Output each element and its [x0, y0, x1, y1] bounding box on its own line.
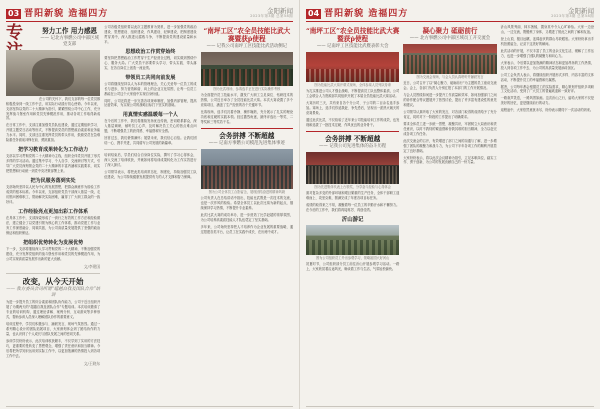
- article-2-byline: 文/王晓东: [83, 360, 101, 366]
- right-c1-headline-1: “南坪工区”农全员技能比武大赛暨获ṗ使程: [306, 27, 400, 44]
- right-c2-photo-1: [403, 44, 496, 74]
- right-c2-body-5: 此次交流会的召开，有效增进了部门之间的沟通与了解，进一步增强了团队的凝聚力和战斗力，为公司下半年各项工作的顺利开展奠定了良好基础。: [403, 138, 497, 153]
- right-c1-body-4: 面对复杂多变的外部环境和艰巨繁重的生产任务，全体干部职工迎难而上、攻坚克难，圆满完成了年度各项目标任务。: [306, 191, 400, 201]
- right-c3-body-4: 大家表示，今后要以更加饱满的精神状态和更加昂扬的工作热情，投入到各项工作中去，为公司的高质量发展添砖加瓦。: [500, 60, 594, 70]
- left-column-3: [201, 25, 293, 407]
- divider-2: [104, 149, 196, 150]
- masthead-issue-left: 2023年第3期 总第58期: [250, 14, 293, 19]
- divider-3: [201, 128, 293, 129]
- article-1-body-2: 在日常工作中，支部注重加强党员队伍建设，通过定期组织学习、开展主题党日活动等形式，不断提高党员的思想政治素质和业务能力水平。同时，支部还注重发挥党员的带头作用，鼓励党员在急难险重任务面前冲锋在前、勇挑重担。: [6, 123, 101, 143]
- article-1-byline: 文/李建国: [83, 263, 101, 269]
- article-1-photo: [6, 50, 100, 96]
- left-c3-photo-2: [201, 149, 293, 189]
- article-2-body-2: 培训过程中，学员们积极参与、踊跃发言，现场气氛热烈。通过一系列精心设计的团队拓展项目，大家深刻体会到了团结协作的力量，也认识到了个人成长与团队发展之间的密切关系。: [6, 322, 101, 337]
- left-c2-body-2: 要坚持把思想政治工作贯穿于生产经营全过程，切实做到围绕中心、服务大局。广大党员干部要带头学习、带头实践、带头落实，在各自岗位上创造一流业绩。: [104, 55, 197, 70]
- masthead-title-left: 晋阳新貌 造福四方: [24, 9, 109, 19]
- left-c3-body-3: 公司负责人在总结讲话中指出，技能比武既是一次技术的交流，也是一次作风的检验。希望全体员工以此次比赛为新的起点，继续保持学习热情，不断提升专业素养。: [200, 196, 294, 211]
- left-c3-body-4: 此次比武大赛的成功举办，进一步营造了比学赶超的浓厚氛围，为公司培养高素质技能人才队伍奠定了坚实基础。: [200, 213, 294, 222]
- right-c1-section-title: 沂山游记: [341, 216, 364, 223]
- article-1-subheading-4: 把组织优势转化为发展优势: [23, 239, 84, 246]
- right-c3-body-3: 此次活动的开展，不仅丰富了员工的业余文化生活，缓解了工作压力，也进一步增强了团队的凝聚力和向心力。: [500, 48, 594, 58]
- page-right: [300, 0, 600, 409]
- left-c2-body-4: 同时，公司还将进一步完善各项规章制度，加强内部管理，提高运营效率，为实现公司的战略目标打下坚实的基础。: [104, 98, 197, 108]
- left-c3-subhead-2: —— 记南方事燃公司模范先进集体事迹: [208, 141, 285, 147]
- left-c2-body-1: 公司各级党组织要以此次主题教育为契机，进一步加强党的政治建设、思想建设、组织建设、作风建设、纪律建设，把制度建设贯穿其中，深入推进反腐败斗争，不断提高党的建设质量和水平。: [104, 25, 197, 44]
- page-number-left: 03: [8, 9, 20, 18]
- right-c2-body-3: 公司领导认真听取了大家的发言，对各部门取得的成绩给予了充分肯定，同时对下一阶段的工作提出了明确要求。: [403, 109, 497, 119]
- article-1-body-5: 在具体工作中，支部探索形成了一套行之有效的工作方法和经验做法，建立健全了以党建引领为核心的工作体系，推动党建工作与业务工作深度融合、同频共振，为公司高质量发展提供了坚强的政治保证和组织保证。: [6, 215, 101, 235]
- right-c1-body-5: 成绩的取得来之不易，凝聚着每一位员工的辛勤汗水和不懈努力。在今后的工作中，我们将再接再厉、再创佳绩。: [306, 203, 400, 212]
- article-2-headline: 改变，从今天开始: [22, 276, 84, 286]
- right-c1-caption-3: 图为公司组织员工外出参观学习，领略祖国大好河山: [316, 255, 390, 260]
- right-c2-body-1: 近日，公司召开了以“凝心聚力、砥砺前行”为主题的员工座谈交流会。会上，各部门负责人分别汇报了本部门的工作开展情况。: [403, 81, 497, 91]
- right-c1-headline-2: 会务拼搏 不断超越: [325, 135, 381, 144]
- masthead-paper-name-right: 金阳新闻: [568, 7, 594, 16]
- right-c2-body-6: 大家纷纷表示，将以此次会议精神为指引，立足本职岗位，踏实工作、勇于创新，为公司的发展贡献自己的一份力量。: [403, 155, 497, 165]
- masthead-right-left: [250, 8, 293, 19]
- masthead-right-right: [551, 8, 594, 19]
- right-c3-body-6: 据悉，公司每年都会根据员工的实际需求，精心策划并组织多项职工文化活动，受到了广大员工的普遍欢迎和一致好评。: [500, 84, 594, 94]
- article-1-subheading-3: 工作经验亮点更加出彩工作体系: [18, 208, 89, 215]
- left-c2-body-5: 在今后的工作中，我们将继续发扬优良传统，密切联系群众，深入基层调研，倾听员工心声，及时解决员工关心的热点难点问题，不断增强员工的获得感、幸福感和安全感。: [104, 119, 197, 134]
- footer-rule-right: [306, 406, 594, 407]
- left-c3-caption-2: 图为公司全体员工合影留念，展现团结奋进的精神风貌: [208, 190, 286, 195]
- footer-rule-left: [6, 406, 293, 407]
- right-c3-body-1: 沂山风景秀丽、林木葱郁，置身其中令人心旷神怡。大家一边登山，一边交流，既锻炼了身体，又增进了彼此之间的了解和友谊。: [500, 25, 594, 34]
- right-column-3: [501, 25, 594, 407]
- right-c1-photo-2: [306, 152, 399, 184]
- right-column-1: [306, 25, 399, 407]
- right-c3-body-5: 公司工会负责人表示，将继续组织开展形式多样、内容丰富的文体活动，不断提升员工的幸福感和归属感。: [500, 72, 594, 82]
- right-c1-body-1: 为扎实推进公司人才强企战略，不断提高员工队伍整体素质，公司工会联合人力资源部共同组织开展了本届全员技能比武大赛活动。: [306, 89, 400, 99]
- right-c2-body-4: 要求全体员工进一步统一思想、凝聚共识，牢固树立大局意识和责任意识，以时不我待的紧迫感和舍我其谁的担当精神，全力以赴完成各项工作任务。: [403, 121, 497, 136]
- right-c1-photo-3: [306, 225, 399, 255]
- masthead-paper-name-left: 金阳新闻: [267, 7, 293, 16]
- right-c2-headline-1: 凝心聚力 砥砺前行: [422, 27, 478, 35]
- left-column-1: [6, 25, 100, 407]
- right-c1-caption-1: 图为技能比武大赛开幕式现场，全体参赛人员列队待命: [314, 83, 391, 88]
- left-c3-photo-1: [201, 52, 293, 86]
- right-c3-body-2: 登上山顶，极目远眺，连绵起伏的群山尽收眼底。大家纷纷拿出手机拍照留念，记录下这美好的瞬间。: [500, 36, 594, 46]
- left-column-2: [104, 25, 196, 407]
- article-1-headline: 努力工作 用力感恩: [42, 27, 98, 35]
- right-c1-photo-1: [306, 52, 399, 82]
- right-c1-body-3: 通过此次比武，不仅检验了近年来公司技能培训工作的成效，也发现和选拔了一批技术过硬、作风优良的业务骨干。: [306, 118, 400, 128]
- article-2-body-1: 为进一步提升员工的综合素质和团队协作能力，公司于近日组织开展了为期两天的“超越自我及团队合作”专题培训。本次培训邀请了专业的培训机构，通过理论讲解、案例分析、互动游戏等多种形式，帮助参训人员深入理解团队协作的重要意义。: [6, 300, 101, 320]
- left-c2-subheading-2: 带领员工共同向前发展: [125, 74, 176, 81]
- page-number-right: 04: [308, 9, 320, 18]
- article-1-body-4: 支部始终坚持以人民为中心的发展思想，把群众满意作为检验工作成效的根本标准。今年以来，支部组织党员干部深入基层一线，走访慰问困难职工，帮助解决实际困难，赢得了广大职工群众的一致好评。: [6, 185, 101, 204]
- masthead-title-right: 晋阳新貌 造福四方: [324, 9, 409, 19]
- article-2-body-3: 参训学员纷纷表示，此次培训收获颇丰，不仅学到了实用的方法技巧，更重要的是转变了思想观念，增强了责任意识和担当精神。今后将把所学知识运用到实际工作中，以更加饱满的热情投入到各项工作中去。: [6, 339, 101, 358]
- masthead-right: [306, 5, 594, 22]
- left-c3-subhead-1: —— 记我公司南坪工区技能比武活动侧记: [206, 44, 288, 50]
- right-c1-body-2: 大赛历时三天，共有来自各个分公司、子公司的二百余名选手参加。赛场上，选手们你追我赶、争先恐后，呈现出一派热火朝天的竞赛景象。: [306, 101, 400, 116]
- left-c2-body-3: 公司将继续坚持以人为本的管理理念，关心关爱每一位员工的成长与进步，努力营造和谐、向上的企业文化氛围，让每一位员工都能在公司这个大家庭中实现自身价值。: [104, 81, 197, 96]
- divider-1: [6, 273, 100, 274]
- article-1-body-6: 下一步，支部将继续深入学习贯彻党的二十大精神，不断加强党的建设，充分发挥党组织的战斗堡垒作用和党员的先锋模范作用，为公司实现高质量发展作出新的更大贡献。: [6, 246, 101, 261]
- article-1-subheading-1: 把学习教育成果转化为工作动力: [18, 147, 89, 154]
- left-c3-headline-2: 会务拼搏 不断超越: [219, 132, 275, 141]
- right-c3-body-8: 返程途中，大家依然意犹未尽，纷纷表示期待下一次活动的到来。: [500, 108, 594, 113]
- right-c2-subhead-1: —— 北方事燃公司中部区域员工开交流会: [409, 36, 491, 42]
- left-c2-body-7: 培训结束后，学员们结合自身岗位实际，撰写了学习心得体会，深入交流了培训收获，并就如何将培训成果转化为工作实效进行了深入探讨。: [104, 153, 197, 168]
- article-1-body-1: 在公司的关怀下，我们支部的每一位党员都积极投身到一线工作中去，用实际行动践行初心使命。今年以来，支部坚持以党的二十大精神为指引，紧紧围绕公司中心工作，充分发挥战斗堡垒作用和党员先锋模范作用，推动各项工作取得新成效。: [6, 96, 101, 121]
- left-c2-body-6: 回首过去，我们豪情满怀；展望未来，我们信心百倍。让我们团结一心、携手并进，共同谱写公司发展的新篇章。: [104, 136, 197, 146]
- left-c3-caption-1: 图为比武现场，参赛选手正在进行实际操作考核: [213, 87, 281, 92]
- right-c3-body-7: 一路欢声笑语，一路风景如画。这次沂山之行，留给大家的不仅是美好的回忆，更是继续前行的动力。: [500, 96, 594, 106]
- right-c1-subhead-2: —— 记我公司先进集体的奋斗历程: [319, 144, 387, 150]
- columns-left: [6, 25, 293, 407]
- masthead-issue-right: 2023年第3期 总第58期: [551, 14, 594, 19]
- article-1-body-3: 支部以学习贯彻党的二十大精神为主线，组织全体党员开展了形式多样的学习活动。通过集中学习、个人自学、交流研讨等方式，引导广大党员深刻领会党的二十大精神的丰富内涵和实践要求，切实把思想和行动统一到党中央决策部署上来。: [6, 154, 101, 174]
- left-c2-subheading-1: 思想政治工作贯穿始终: [125, 48, 176, 55]
- left-c3-headline-1: “南坪工区”农全员技能比武大赛暨获ṗ使程: [203, 27, 291, 44]
- right-c1-body-6: 初夏时节，公司组织部分员工前往沂山开展参观学习活动。一路上，大家欣赏着沿途风光，畅谈着工作与生活，气氛轻松愉快。: [306, 262, 400, 272]
- left-c2-body-8: 公司领导表示，将把此类培训常态化、制度化，持续加强员工队伍建设，为公司持续健康发展提供有力的人才支撑和智力保障。: [104, 170, 197, 180]
- left-c3-body-5: 多年来，公司始终坚持把人才培养作为企业发展的重要战略，通过搭建各类平台，让员工在实践中成长、在历练中成才。: [200, 224, 294, 234]
- right-c2-body-2: 与会人员围绕如何进一步提升工作质量和效率、如何加强部门之间的协作配合等议题展开了热烈讨论，提出了许多富有建设性的意见和建议。: [403, 93, 497, 107]
- right-c2-caption-1: 图为交流会现场，与会人员认真聆听并踊跃发言: [416, 74, 484, 79]
- calligraphy-char: 专: [6, 23, 23, 43]
- right-c1-caption-2: 图为先进集体代表上台领奖，分享奋斗经验与心得体会: [314, 184, 391, 189]
- right-column-2: [403, 25, 496, 407]
- article-1-subhead: —— 记北方事燃公司中部区域党支部: [40, 36, 99, 47]
- divider-r1: [306, 131, 399, 132]
- left-c3-body-2: 比赛现场，选手们沉着冷静、操作娴熟，充分展示了扎实的理论功底和过硬的实践本领。经过激烈角逐，最终评选出一等奖、二等奖和三等奖若干名。: [200, 110, 294, 125]
- article-1-subheading-2: 把为民服务落到实处: [30, 178, 76, 185]
- columns-right: [306, 25, 594, 407]
- right-c1-subhead-1: —— 记南坪工区技能比武暨表彰大会: [316, 44, 389, 50]
- article-2-subhead: —— 我方委员会司所谓“超越自我及团队合作”培训: [6, 287, 100, 298]
- left-c2-subheading-3: 用真情实感温暖每一个人: [122, 112, 178, 119]
- left-c3-body-1: 为全面提升员工技能水平，激发广大职工立足岗位、钻研技术的热情，公司近日举办了全员技能比武大赛。本次大赛设置了多个竞赛项目，涵盖了生产经营的各个关键环节。: [200, 93, 294, 108]
- masthead-left: [6, 5, 293, 22]
